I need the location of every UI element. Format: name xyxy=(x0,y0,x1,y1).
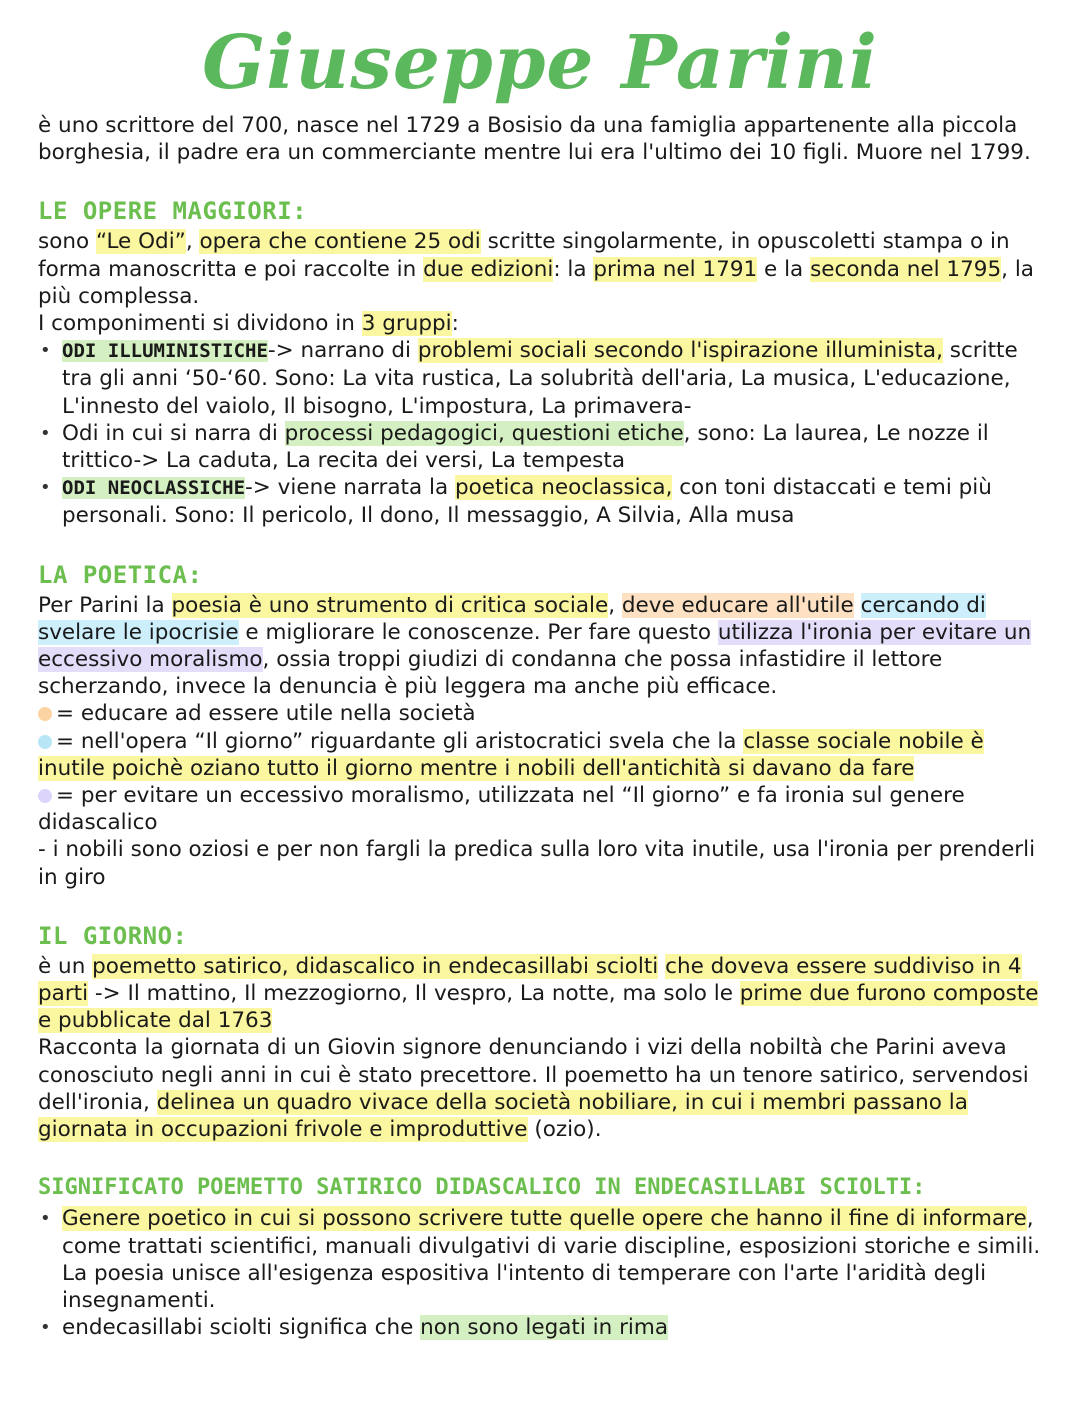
text-span: -> viene narrata la xyxy=(245,475,455,501)
text-span: (ozio). xyxy=(527,1117,602,1143)
text-span: -> narrano di xyxy=(267,338,418,364)
text-span: è un xyxy=(38,953,93,979)
highlight: processi pedagogici, questioni etiche xyxy=(284,420,684,446)
text-span: , xyxy=(608,592,622,618)
highlight: che doveva essere suddiviso in 4 parti xyxy=(38,953,1022,1007)
text-span: e la xyxy=(757,256,811,282)
gruppi-line xyxy=(38,310,1042,337)
odi-list xyxy=(38,337,1042,529)
opere-paragraph xyxy=(38,228,1042,310)
giorno-paragraph-2 xyxy=(38,1034,1042,1143)
text-span: sono xyxy=(38,229,96,255)
highlight: 3 gruppi xyxy=(361,311,452,337)
text-span: -> Il mattino, Il mezzogiorno, Il vespro, La notte, ma solo le xyxy=(88,981,740,1007)
highlight: poetica neoclassica, xyxy=(454,475,673,501)
highlight: problemi sociali secondo l'ispirazione illuminista, xyxy=(417,338,943,364)
list-item xyxy=(38,474,1042,529)
text-span: , la più complessa. xyxy=(38,256,1034,309)
text-span: e migliorare le conoscenze. Per fare questo xyxy=(238,619,718,645)
highlight: utilizza l'ironia per evitare un eccessivo moralismo xyxy=(38,619,1032,673)
text-span: endecasillabi sciolti significa che xyxy=(62,1315,421,1341)
highlight: seconda nel 1795 xyxy=(810,256,1002,282)
giorno-paragraph xyxy=(38,953,1042,1035)
opere-heading: LE OPERE MAGGIORI: xyxy=(38,197,308,226)
legend-orange xyxy=(38,700,1042,727)
text-span: , xyxy=(185,229,200,255)
page-title: Giuseppe Parini xyxy=(202,20,878,106)
text-span: = educare ad essere utile nella società xyxy=(56,701,476,727)
intro-paragraph: è uno scrittore del 700, nasce nel 1729 a Bosisio da una famiglia appartenente alla piccola borghesia, il padre era un commerciante mentre lui era l'ultimo dei 10 figli. Muore nel 1799. xyxy=(38,113,1031,166)
highlight: “Le Odi” xyxy=(95,229,186,255)
poetica-note: - i nobili sono oziosi e per non fargli la predica sulla loro vita inutile, usa l'ironia per prenderli in giro xyxy=(38,837,1036,890)
highlight: delinea un quadro vivace della società nobiliare, in cui i membri passano la giornata in occupazioni frivole e improduttive xyxy=(38,1089,968,1143)
list-item xyxy=(38,1314,1042,1341)
giorno-heading: IL GIORNO: xyxy=(38,921,188,950)
list-item xyxy=(38,1205,1042,1314)
highlight: ODI ILLUMINISTICHE xyxy=(62,340,268,363)
highlight: prime due furono composte e pubblicate dal 1763 xyxy=(38,981,1039,1034)
text-span: I componimenti si dividono in xyxy=(38,311,362,337)
text-span: , come trattati scientifici, manuali divulgativi di varie discipline, esposizioni storiche e simili. La poesia unisce all'esigenza espositiva l'intento di temperare con l'arte l'aridità degli insegnamenti. xyxy=(62,1206,1041,1313)
highlight: poemetto satirico, didascalico in endecasillabi sciolti xyxy=(92,953,659,979)
significato-heading: SIGNIFICATO POEMETTO SATIRICO DIDASCALICO IN ENDECASILLABI SCIOLTI: xyxy=(38,1175,926,1201)
list-item xyxy=(38,337,1042,420)
text-span: , ossia troppi giudizi di condanna che possa infastidire il lettore scherzando, invece la denuncia è più leggera ma anche più efficace. xyxy=(38,647,943,700)
significato-list xyxy=(38,1205,1042,1341)
text-span: Per Parini la xyxy=(38,592,172,618)
text-span: : xyxy=(451,311,459,337)
highlight: poesia è uno strumento di critica sociale xyxy=(171,592,609,618)
list-item xyxy=(38,420,1042,474)
poetica-paragraph xyxy=(38,592,1042,701)
legend-purple xyxy=(38,782,1042,836)
highlight: ODI NEOCLASSICHE xyxy=(62,477,246,500)
highlight: deve educare all'utile xyxy=(621,592,854,618)
text-span: Racconta la giornata di un Giovin signore denunciando i vizi della nobiltà che Parini aveva conosciuto negli anni in cui è stato precettore. Il poemetto ha un tenore satirico, servendosi dell'ironia, xyxy=(38,1035,1029,1115)
text-span: = nell'opera “Il giorno” riguardante gli aristocratici svela che la xyxy=(56,728,744,754)
text-span: , sono: La laurea, Le nozze il trittico-> La caduta, La recita dei versi, La tempesta xyxy=(62,420,989,474)
orange-dot-icon xyxy=(38,707,52,721)
text-span: scritte tra gli anni ‘50-‘60. Sono: La vita rustica, La solubrità dell'aria, La musica, L'educazione, L'innesto del vaiolo, Il bisogno, L'impostura, La primavera- xyxy=(62,338,1018,419)
highlight: non sono legati in rima xyxy=(420,1315,668,1341)
highlight: Genere poetico in cui si possono scrivere tutte quelle opere che hanno il fine di informare xyxy=(62,1206,1027,1232)
legend-blue xyxy=(38,728,1042,782)
text-span: : la xyxy=(553,256,594,282)
highlight: classe sociale nobile è inutile poichè oziano tutto il giorno mentre i nobili dell'antichità si davano da fare xyxy=(38,728,984,781)
text-span: Odi in cui si narra di xyxy=(62,420,285,446)
text-span: con toni distaccati e temi più personali. Sono: Il pericolo, Il dono, Il messaggio, A Silvia, Alla musa xyxy=(62,475,992,529)
highlight: prima nel 1791 xyxy=(593,256,758,282)
highlight: cercando di svelare le ipocrisie xyxy=(38,592,986,645)
text-span: scritte singolarmente, in opuscoletti stampa o in forma manoscritta e poi raccolte in xyxy=(38,229,1010,282)
text-span: = per evitare un eccessivo moralismo, utilizzata nel “Il giorno” e fa ironia sul genere didascalico xyxy=(38,783,965,836)
poetica-heading: LA POETICA: xyxy=(38,560,203,589)
highlight: opera che contiene 25 odi xyxy=(199,229,481,255)
purple-dot-icon xyxy=(38,789,52,803)
highlight: due edizioni xyxy=(423,256,554,282)
blue-dot-icon xyxy=(38,735,52,749)
text-span xyxy=(854,593,861,618)
